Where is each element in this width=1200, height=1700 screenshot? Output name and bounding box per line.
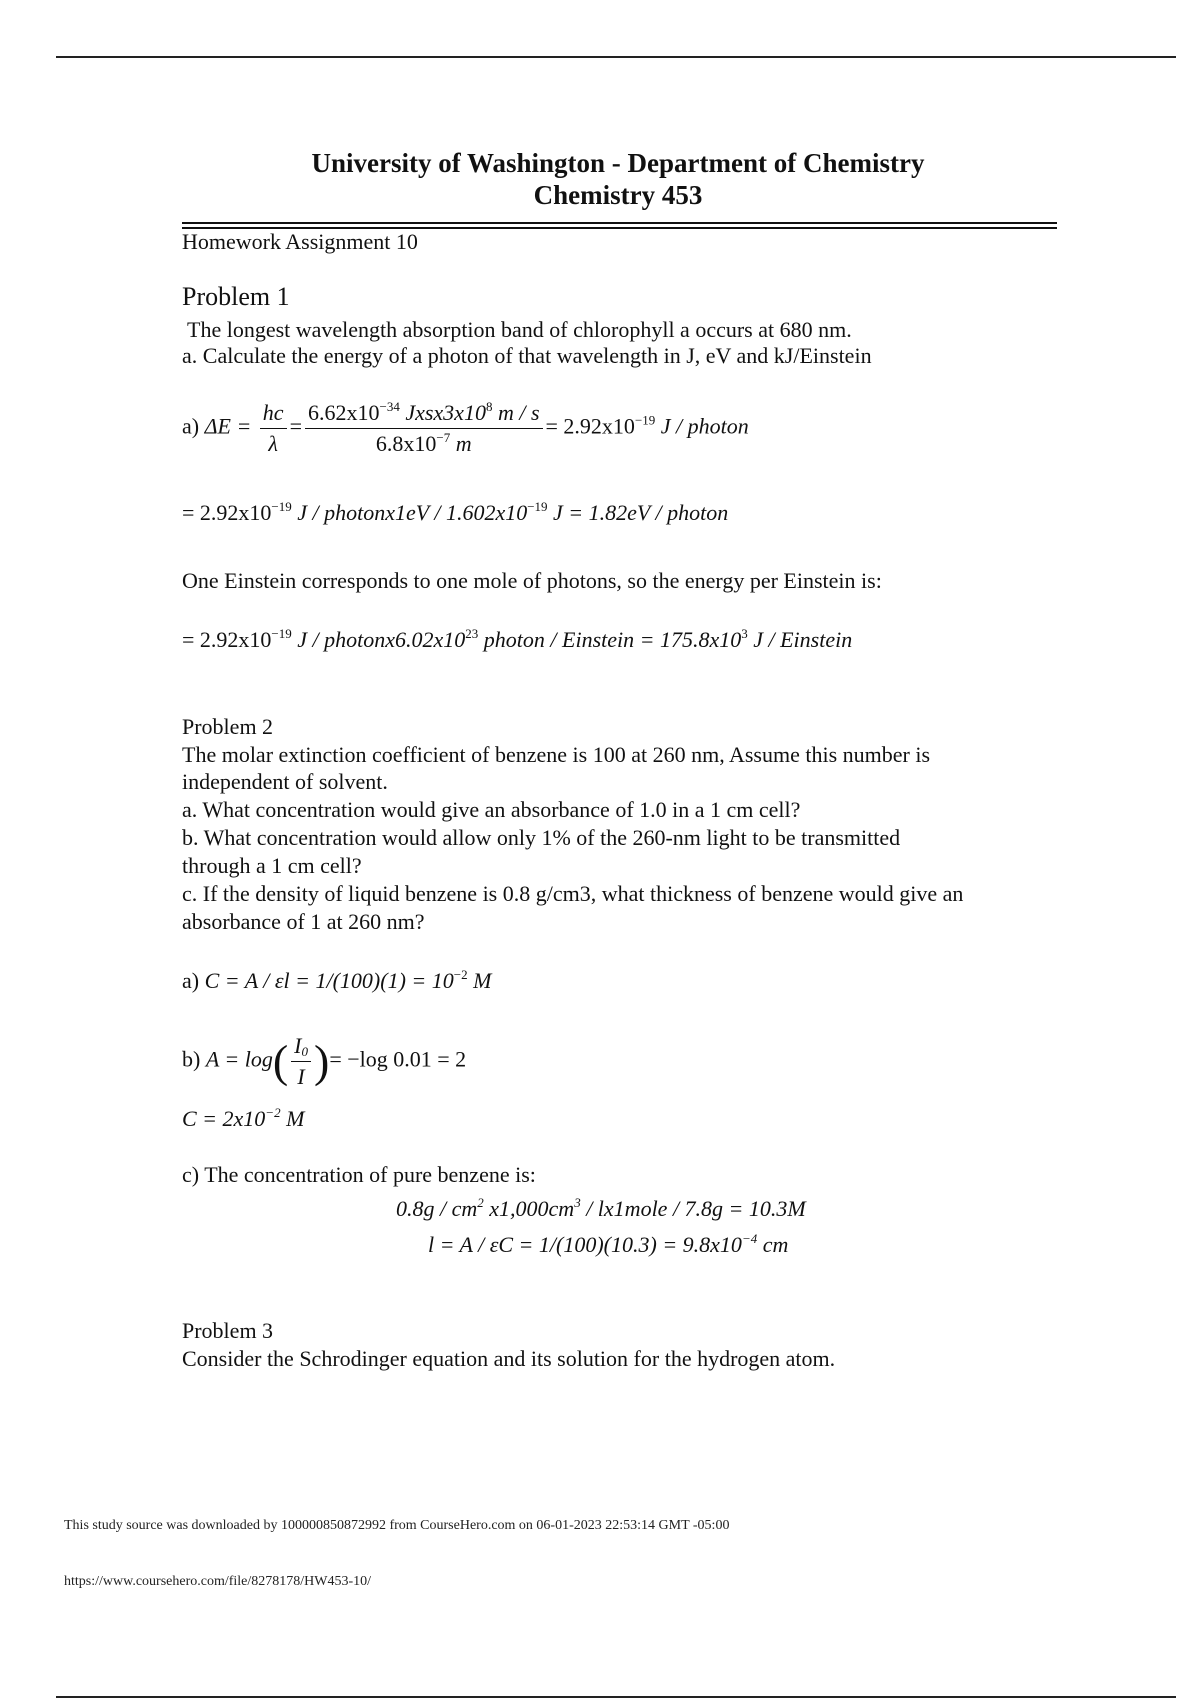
problem2-heading: Problem 2 xyxy=(182,714,274,739)
problem2-answer-c-line1: $0.8g / cm^2$ $x1,000cm^3$ / lx1mole / 7.8g = 10.3M xyxy=(396,1195,806,1221)
top-rule xyxy=(56,56,1176,58)
problem1-equation-3: = $2.92x10^{-19}$ J / $photonx6.02x10^{23}$ photon / Einstein = $175.8x10^3$ J / Einstein xyxy=(182,626,853,652)
problem1-heading: Problem 1 xyxy=(182,282,290,311)
problem1-part-a: a. Calculate the energy of a photon of that wavelength in J, eV and kJ/Einstein xyxy=(182,343,872,368)
problem1-equation-1: a) ΔE = $\frac{hc}{\lambda}$ = $\frac{6.62x10^{-34} Jxsx3x10^8 m / s}{6.8x10^{-7} m}$ = $2.92x10^{-19}$ J / photon xyxy=(182,399,749,456)
einstein-text: One Einstein corresponds to one mole of photons, so the energy per Einstein is: xyxy=(182,568,882,593)
problem2-line: independent of solvent. xyxy=(182,769,388,794)
problem2-line: a. What concentration would give an absorbance of 1.0 in a 1 cm cell? xyxy=(182,797,801,822)
problem2-answer-b: b) A = log( $\frac{I_0}{I}$ )= −log 0.01 = 2 xyxy=(182,1033,467,1089)
problem2-line: The molar extinction coefficient of benzene is 100 at 260 nm, Assume this number is xyxy=(182,742,931,767)
problem3-statement: Consider the Schrodinger equation and its solution for the hydrogen atom. xyxy=(182,1346,836,1371)
energy-fraction: $\frac{6.62x10^{-34} Jxsx3x10^8 m / s}{6.8x10^{-7} m}$ xyxy=(305,400,543,457)
problem3-heading: Problem 3 xyxy=(182,1318,274,1343)
problem2-answer-c-line2: $l = A / \varepsilon C = 1/(100)(10.3) = 9.8x10^{-4}$ cm xyxy=(428,1231,789,1257)
problem2-concentration-b: $C = 2x10^{-2}$ M xyxy=(182,1105,305,1131)
download-notice: This study source was downloaded by 100000850872992 from CourseHero.com on 06-01-2023 22:53:14 GMT -05:00 xyxy=(64,1518,730,1533)
problem2-line: through a 1 cm cell? xyxy=(182,853,362,878)
header-double-rule xyxy=(182,222,1057,229)
university-title: University of Washington - Department of Chemistry xyxy=(311,148,925,178)
problem2-answer-a: a) $C = A / \varepsilon l = 1/(100)(1) = 10^{-2}$ M xyxy=(182,967,492,993)
assignment-title: Homework Assignment 10 xyxy=(182,229,418,254)
problem2-line: absorbance of 1 at 260 nm? xyxy=(182,909,425,934)
course-title: Chemistry 453 xyxy=(533,180,703,210)
hc-over-lambda-fraction: $\frac{hc}{\lambda}$ xyxy=(260,400,287,457)
problem1-statement: The longest wavelength absorption band of chlorophyll a occurs at 680 nm. xyxy=(187,317,852,342)
problem2-line: c. If the density of liquid benzene is 0.8 g/cm3, what thickness of benzene would give an xyxy=(182,881,964,906)
intensity-ratio-fraction: $\frac{I_0}{I}$ xyxy=(291,1033,311,1090)
problem2-answer-c-intro: c) The concentration of pure benzene is: xyxy=(182,1162,536,1187)
source-url[interactable]: https://www.coursehero.com/file/8278178/HW453-10/ xyxy=(64,1574,372,1589)
problem2-line: b. What concentration would allow only 1% of the 260-nm light to be transmitted xyxy=(182,825,901,850)
problem1-equation-2: = $2.92x10^{-19}$ J / photonx1eV / $1.602x10^{-19}$ J = 1.82eV / photon xyxy=(182,499,729,525)
bottom-rule xyxy=(56,1696,1176,1698)
